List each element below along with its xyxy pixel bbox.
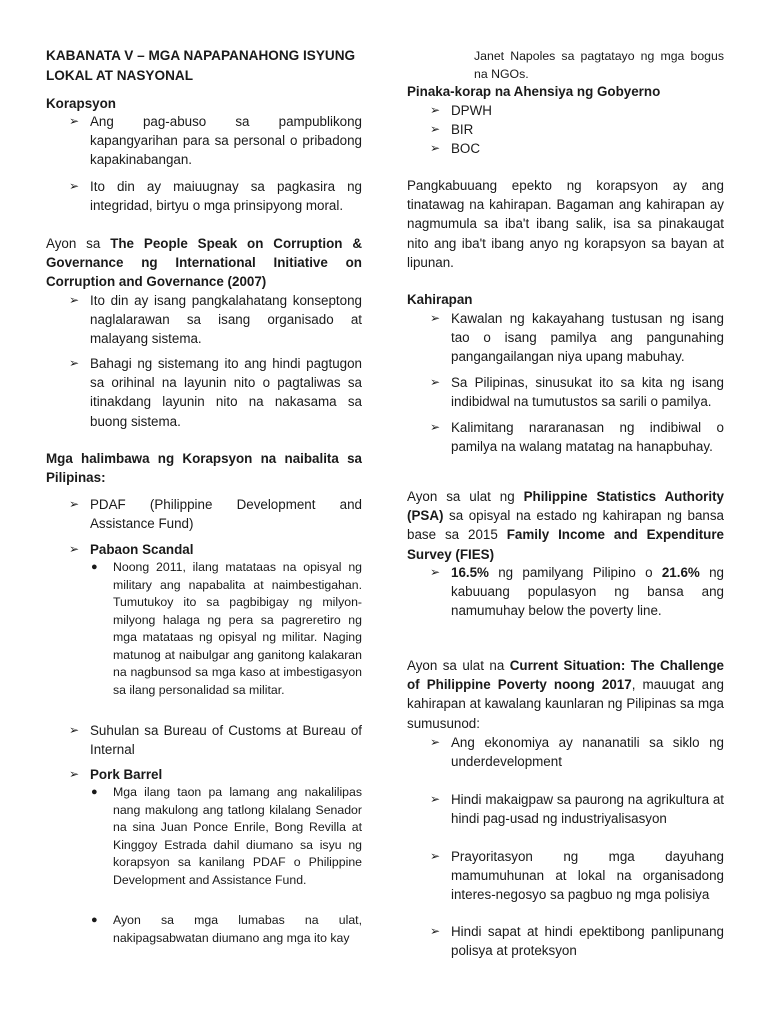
bullet-item: [430, 733, 724, 771]
arrow-bullet-icon: ➢: [430, 792, 441, 806]
bullet-text: Kalimitang nararanasan ng indibiwal o pamilya na walang matatag na hanapbuhay.: [451, 420, 724, 455]
bullet-item: [69, 291, 362, 349]
sub-bullet-text: Mga ilang taon pa lamang ang nakalilipas nang makulong ang tatlong kilalang Senador na sina Juan Ponce Enrile, Bong Revilla at Kinggoy Estrada dahil diumano sa isyu ng korapsyon sa kanilang PDAF o Philippine Development and Assistance Fund.: [113, 785, 362, 887]
cs-text-1: Ayon sa ulat na: [407, 658, 510, 673]
epekto-paragraph: Pangkabuuang epekto ng korapsyon ay ang tinatawag na kahirapan. Bagaman ang kahirapan ay nagmumula sa iba't ibang salik, isa sa pinakaugat nito ang iba't ibang anyo ng korapsyon sa bayan at lipunan.: [407, 178, 724, 270]
pabaon-heading: Pabaon Scandal: [90, 542, 194, 557]
arrow-bullet-icon: ➢: [69, 179, 80, 193]
bullet-text: Prayoritasyon ng mga dayuhang mamumuhunan at lokal na organisadong interes-negosyo sa pagbuo ng mga polisiya: [451, 849, 724, 903]
kahirapan-heading: Kahirapan: [407, 292, 473, 307]
dot-bullet-icon: ●: [91, 561, 98, 573]
stat-families: 16.5%: [451, 565, 489, 580]
ayon-paragraph: [46, 234, 362, 292]
psa-name: Philippine Statistics Authority (PSA): [407, 489, 725, 524]
arrow-bullet-icon: ➢: [430, 375, 441, 389]
sub-bullet-text: Noong 2011, ilang matataas na opisyal ng military ang napabalita at naimbestigahan. Tumutukoy ito sa pagbibigay ng milyon-milyong halaga ng pera sa pagreretiro ng mga matataas ng opisyal ng militar. Naging matunog at naibulgar ang ganitong kalakaran na nagbunsod sa mga kaso at imbestigasyon sa ilang personalidad sa militar.: [113, 560, 362, 697]
fies-name: Family Income and Expenditure Survey (FIES): [407, 527, 724, 562]
bullet-text: Ang pag-abuso sa pampublikong kapangyarihan para sa personal o pribadong kapakinabangan.: [90, 114, 362, 168]
bullet-text: Ito din ay maiuugnay sa pagkasira ng integridad, birtyu o mga prinsipyong moral.: [90, 179, 362, 214]
arrow-bullet-icon: ➢: [69, 114, 80, 128]
agency-item: [430, 120, 651, 139]
sub-bullet-item: [91, 912, 362, 947]
dot-bullet-icon: ●: [91, 786, 98, 798]
sub-bullet-item: [91, 559, 362, 699]
arrow-bullet-icon: ➢: [69, 542, 80, 556]
arrow-bullet-icon: ➢: [430, 311, 441, 325]
psa-paragraph: [407, 487, 724, 564]
psa-text-1: Ayon sa ulat ng: [407, 489, 524, 504]
arrow-bullet-icon: ➢: [430, 565, 441, 579]
bullet-item: [430, 309, 724, 367]
cs-title: Current Situation: The Challenge of Philippine Poverty noong 2017: [407, 658, 724, 693]
arrow-bullet-icon: ➢: [69, 723, 80, 737]
agency-label: DPWH: [451, 103, 492, 118]
bullet-item: [430, 563, 724, 621]
bullet-text: PDAF (Philippine Development and Assistance Fund): [90, 497, 362, 532]
stat-text-4: ng kabuuang populasyon ng bansa ang namumuhay below the poverty line.: [451, 565, 724, 619]
arrow-bullet-icon: ➢: [430, 122, 441, 136]
chapter-title: KABANATA V – MGA NAPAPANAHONG ISYUNG LOKAL AT NASYONAL: [46, 48, 356, 83]
arrow-bullet-icon: ➢: [69, 767, 80, 781]
arrow-bullet-icon: ➢: [69, 497, 80, 511]
bullet-item: [69, 540, 362, 559]
arrow-bullet-icon: ➢: [430, 420, 441, 434]
continued-text: Janet Napoles sa pagtatayo ng mga bogus na NGOs.: [474, 49, 724, 81]
current-situation-paragraph: [407, 656, 724, 733]
stat-population: 21.6%: [661, 565, 700, 580]
bullet-item: [69, 721, 362, 759]
bullet-text: Bahagi ng sistemang ito ang hindi pagtugon sa orihinal na layunin nito o pagtaliwas sa itinakdang layunin nito na nakasama sa buong sistema.: [90, 356, 362, 429]
bullet-text: Kawalan ng kakayahang tustusan ng isang tao o isang pamilya ang pangunahing pangangailangan niya upang mabuhay.: [451, 311, 724, 365]
pork-heading: Pork Barrel: [90, 767, 163, 782]
bullet-item: [430, 418, 724, 456]
agency-label: BIR: [451, 122, 474, 137]
agency-item: [430, 139, 651, 158]
bullet-item: [430, 790, 724, 828]
arrow-bullet-icon: ➢: [430, 735, 441, 749]
arrow-bullet-icon: ➢: [69, 356, 80, 370]
cs-text-3: , mauugat ang kahirapan at kawalang kaunlaran ng Pilipinas sa mga sumusunod:: [407, 677, 724, 731]
arrow-bullet-icon: ➢: [69, 293, 80, 307]
bullet-item: [430, 922, 724, 960]
sub-bullet-text: Ayon sa mga lumabas na ulat, nakipagsabwatan diumano ang mga ito kay: [113, 913, 362, 945]
stat-text-2: ng pamilyang Pilipino o: [488, 565, 662, 580]
agency-label: BOC: [451, 141, 481, 156]
korapsyon-heading: Korapsyon: [46, 96, 116, 111]
bullet-item: [69, 112, 362, 170]
bullet-item: [430, 847, 724, 905]
arrow-bullet-icon: ➢: [430, 924, 441, 938]
bullet-item: [430, 373, 724, 411]
psa-text-3: sa opisyal na estado ng kahirapan ng bansa base sa 2015: [407, 508, 724, 543]
agency-item: [430, 101, 651, 120]
bullet-item: [69, 765, 362, 784]
bullet-text: Hindi sapat at hindi epektibong panlipunang polisya at proteksyon: [451, 924, 724, 959]
bullet-text: Suhulan sa Bureau of Customs at Bureau of Internal: [90, 723, 362, 758]
bullet-text: Ang ekonomiya ay nananatili sa siklo ng underdevelopment: [451, 735, 724, 770]
dot-bullet-icon: ●: [91, 914, 98, 926]
arrow-bullet-icon: ➢: [430, 141, 441, 155]
bullet-item: [69, 354, 362, 431]
ayon-prefix: Ayon sa: [46, 236, 111, 251]
bullet-text: Sa Pilipinas, sinusukat ito sa kita ng isang indibidwal na tumutustos sa sarili o pamilya.: [451, 375, 724, 410]
ayon-source: The People Speak on Corruption & Governance ng International Initiative on Corruption and Governance (2007): [46, 236, 362, 290]
sub-bullet-item: [91, 784, 362, 889]
arrow-bullet-icon: ➢: [430, 103, 441, 117]
bullet-item: [69, 177, 362, 215]
arrow-bullet-icon: ➢: [430, 849, 441, 863]
halimbawa-heading: Mga halimbawa ng Korapsyon na naibalita sa Pilipinas:: [46, 451, 362, 486]
bullet-text: Ito din ay isang pangkalahatang konseptong naglalarawan sa isang organisado at malayang sistema.: [90, 293, 362, 347]
ahensiya-heading: Pinaka-korap na Ahensiya ng Gobyerno: [407, 84, 661, 99]
bullet-item: [69, 495, 362, 533]
bullet-text: Hindi makaigpaw sa paurong na agrikultura at hindi pag-usad ng industriyalisasyon: [451, 792, 724, 827]
